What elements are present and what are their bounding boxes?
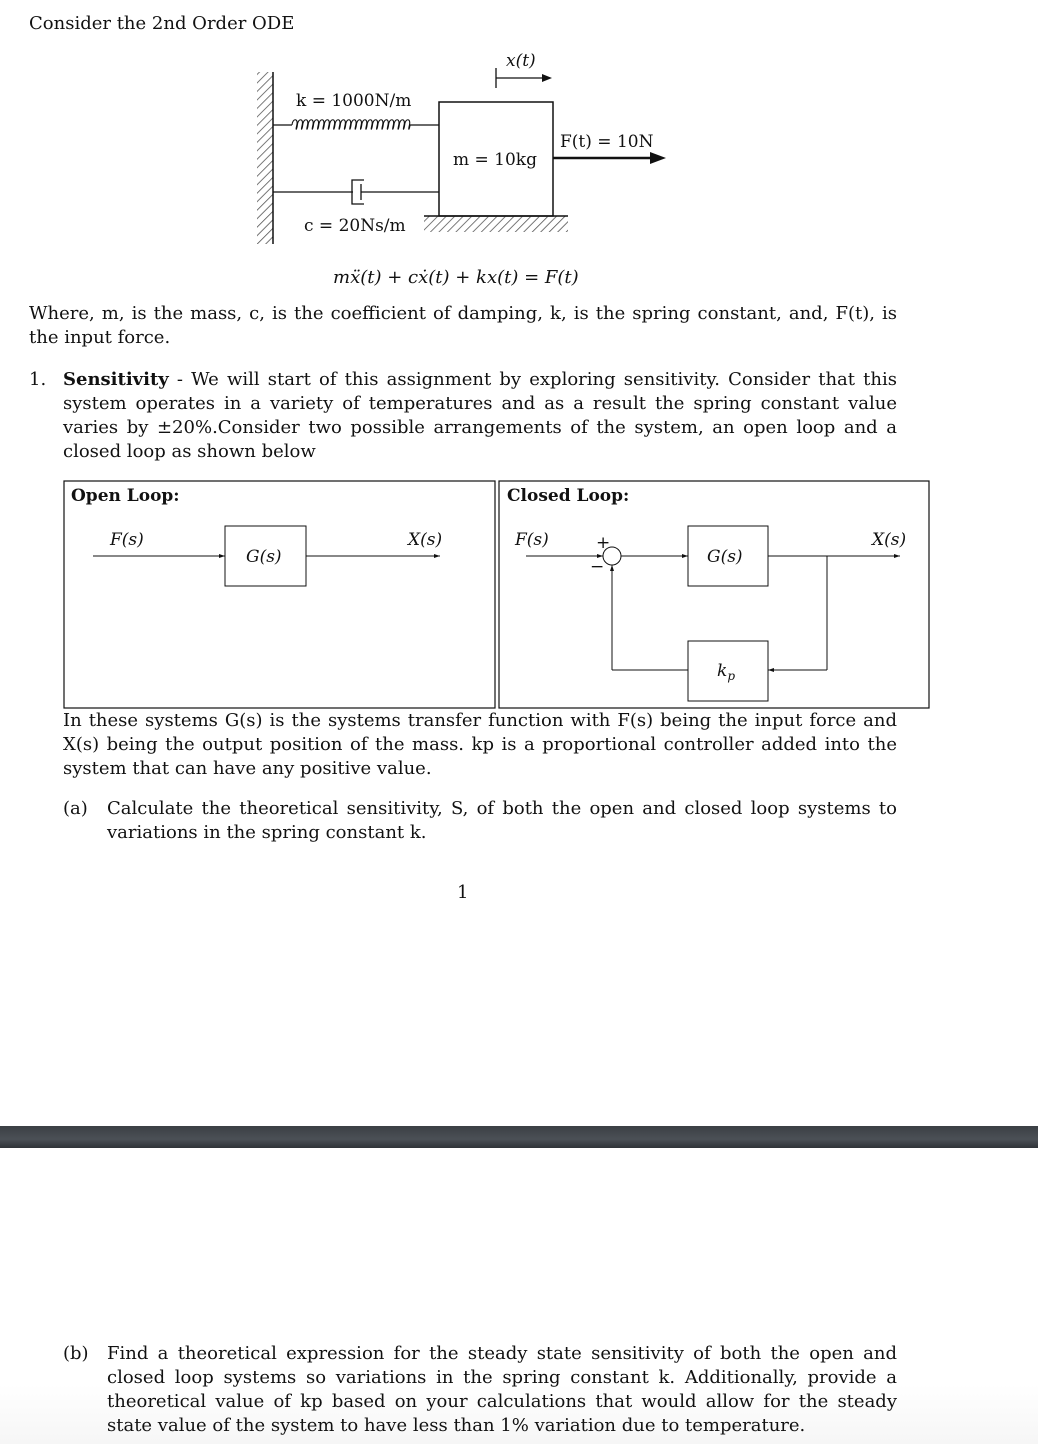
page-number: 1 [457,882,469,903]
q1-body: - We will start of this assignment by exploring sensitivity. Consider that this system operates in a variety of temperatures and as a result the spring constant value varies by ±20%.Consider two possible arrangements of the system, an open loop and a closed loop as shown below [63,369,897,462]
mass-label: m = 10kg [453,150,537,170]
closed-loop-title: Closed Loop: [507,486,630,506]
block-diagrams [0,0,1038,720]
ode-equation: mẍ(t) + cẋ(t) + kx(t) = F(t) [333,267,579,288]
part-b-label: (b) [63,1343,89,1364]
where-paragraph: Where, m, is the mass, c, is the coefficient of damping, k, is the spring constant, and, F(t), is the input force. [29,303,897,348]
page-divider [0,1126,1038,1148]
q1-number: 1. [29,369,47,390]
spring-label: k = 1000N/m [296,91,412,111]
closed-loop-diagram [499,481,929,708]
part-a-label: (a) [63,798,88,819]
part-a-text: Calculate the theoretical sensitivity, S, of both the open and closed loop systems to variations in the spring constant k. [107,798,897,843]
open-loop-diagram [64,481,495,708]
part-b-text: Find a theoretical expression for the steady state sensitivity of both the open and closed loop systems so variations in the spring constant k. Additionally, provide a theoretical value of kp based on your calculations that would allow for the steady state value of the system to have less than 1% variation due to temperature. [107,1343,897,1436]
intro-text: Consider the 2nd Order ODE [29,13,295,34]
closed-loop-output: X(s) [872,530,907,550]
systems-paragraph: In these systems G(s) is the systems transfer function with F(s) being the input force and X(s) being the output position of the mass. kp is a proportional controller added into the system that can have any positive value. [63,710,897,779]
summing-minus: − [590,557,605,577]
feedback-gain: $k_p$ [717,661,735,683]
summing-plus: + [596,533,611,553]
closed-loop-input: F(s) [515,530,549,550]
open-loop-input: F(s) [110,530,144,550]
q1-heading: Sensitivity [63,369,169,390]
open-loop-block: G(s) [246,547,282,567]
force-label: F(t) = 10N [560,132,654,152]
damper-label: c = 20Ns/m [304,216,406,236]
position-label: x(t) [506,51,536,71]
open-loop-output: X(s) [408,530,443,550]
open-loop-title: Open Loop: [71,486,180,506]
closed-loop-block: G(s) [707,547,743,567]
